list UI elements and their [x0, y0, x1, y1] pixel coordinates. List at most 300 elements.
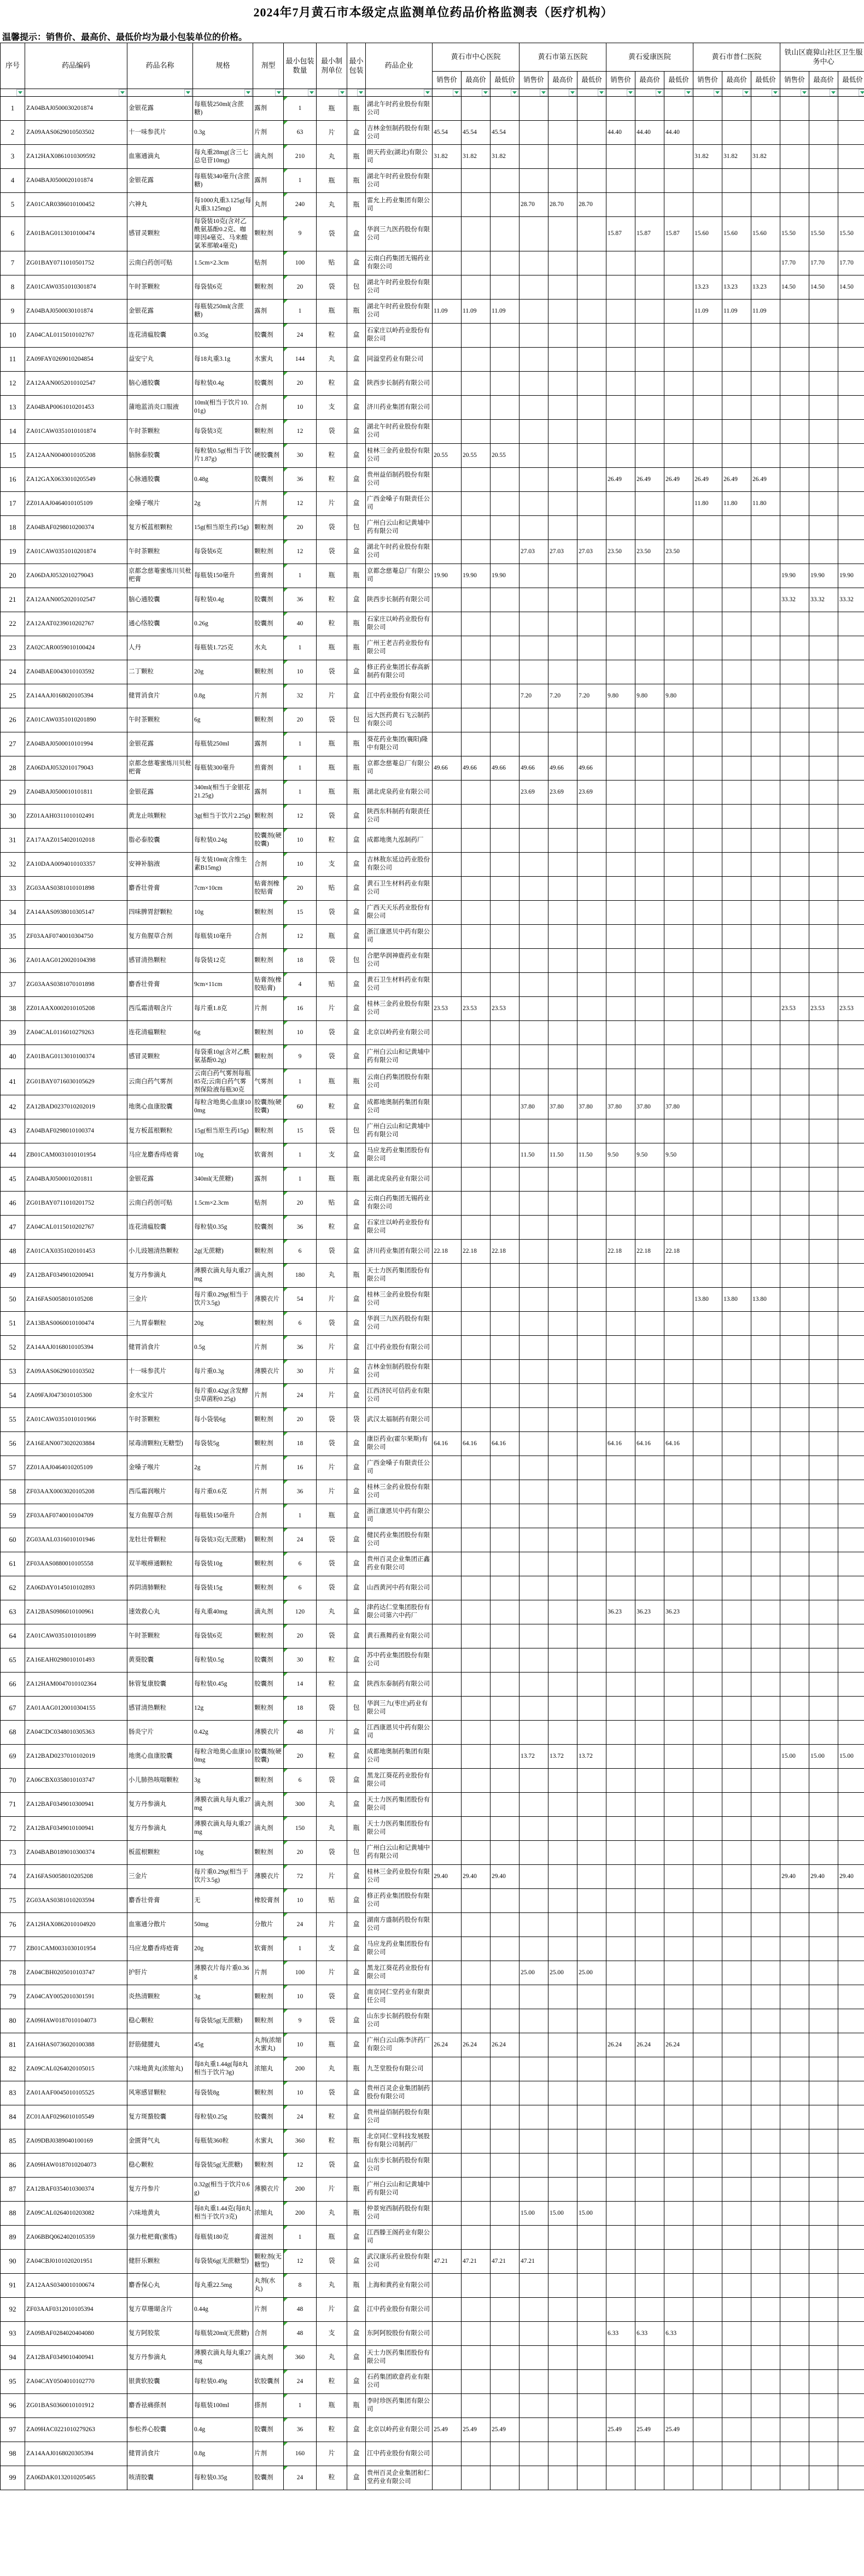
cell-price-h2-min[interactable]: 7.20 [577, 684, 606, 708]
cell-price-h2-max[interactable] [548, 828, 577, 852]
cell-price-h3-min[interactable] [664, 2057, 693, 2081]
cell-price-h4-min[interactable] [751, 1504, 780, 1528]
cell-price-h3-min[interactable] [664, 588, 693, 612]
cell-pack[interactable]: 包 [347, 275, 366, 299]
cell-price-h1-max[interactable] [462, 1359, 491, 1383]
cell-price-h4-sale[interactable] [693, 1069, 722, 1095]
cell-price-h4-sale[interactable] [693, 1816, 722, 1840]
cell-price-h1-max[interactable] [462, 347, 491, 371]
cell-price-h2-sale[interactable] [519, 443, 548, 467]
cell-form[interactable]: 颗粒剂 [253, 1045, 284, 1069]
cell-price-h2-min[interactable] [577, 2009, 606, 2033]
cell-price-h4-max[interactable] [722, 2009, 751, 2033]
cell-price-h4-min[interactable] [751, 2273, 780, 2297]
cell-seq[interactable]: 76 [1, 1912, 25, 1937]
cell-price-h2-max[interactable] [548, 1407, 577, 1431]
cell-price-h1-max[interactable] [462, 612, 491, 636]
cell-price-h5-min[interactable] [838, 193, 864, 217]
cell-seq[interactable]: 97 [1, 2417, 25, 2442]
cell-pack[interactable]: 盒 [347, 660, 366, 684]
cell-price-h5-min[interactable] [838, 299, 864, 323]
cell-price-h4-min[interactable] [751, 1961, 780, 1985]
cell-company[interactable]: 陕西步长制药有限公司 [366, 371, 433, 395]
cell-price-h2-min[interactable]: 23.69 [577, 780, 606, 804]
cell-seq[interactable]: 11 [1, 347, 25, 371]
cell-seq[interactable]: 3 [1, 145, 25, 169]
cell-company[interactable]: 江西康恩贝中药有限公司 [366, 1720, 433, 1744]
cell-price-h5-sale[interactable] [780, 828, 809, 852]
cell-spec[interactable]: 6g [193, 1020, 253, 1045]
cell-price-h5-min[interactable] [838, 2345, 864, 2369]
cell-price-h4-min[interactable]: 11.80 [751, 491, 780, 515]
cell-price-h2-max[interactable]: 28.70 [548, 193, 577, 217]
cell-price-h5-sale[interactable]: 23.53 [780, 996, 809, 1020]
cell-price-h5-min[interactable] [838, 1263, 864, 1287]
cell-price-h4-sale[interactable] [693, 732, 722, 756]
cell-code[interactable]: ZA12HAX0862010104920 [25, 1912, 127, 1937]
cell-name[interactable]: 心脉通胶囊 [127, 467, 193, 491]
cell-price-h5-sale[interactable] [780, 900, 809, 924]
cell-price-h2-min[interactable] [577, 2129, 606, 2153]
cell-price-h1-max[interactable] [462, 660, 491, 684]
cell-name[interactable]: 复方丹参滴丸 [127, 1263, 193, 1287]
cell-name[interactable]: 脑脉泰胶囊 [127, 443, 193, 467]
cell-price-h3-max[interactable]: 15.87 [635, 217, 664, 251]
cell-seq[interactable]: 99 [1, 2466, 25, 2490]
cell-price-h2-min[interactable] [577, 1020, 606, 1045]
cell-unit[interactable]: 袋 [317, 1696, 347, 1720]
cell-price-h1-sale[interactable] [433, 612, 462, 636]
cell-pack[interactable]: 盒 [347, 419, 366, 443]
cell-form[interactable]: 胶囊剂(硬胶囊) [253, 1095, 284, 1119]
cell-price-h5-sale[interactable] [780, 2297, 809, 2321]
cell-price-h4-sale[interactable] [693, 1768, 722, 1792]
cell-price-h3-min[interactable] [664, 347, 693, 371]
cell-price-h4-min[interactable] [751, 2442, 780, 2466]
cell-seq[interactable]: 77 [1, 1937, 25, 1961]
cell-price-h5-min[interactable] [838, 539, 864, 564]
cell-price-h1-max[interactable] [462, 1552, 491, 1576]
cell-price-h1-min[interactable] [491, 900, 519, 924]
cell-price-h2-min[interactable] [577, 1215, 606, 1239]
cell-name[interactable]: 健胃消食片 [127, 684, 193, 708]
cell-company[interactable]: 苏中药业集团股份有限公司 [366, 1648, 433, 1672]
cell-price-h2-sale[interactable] [519, 1840, 548, 1864]
cell-form[interactable]: 露剂 [253, 780, 284, 804]
cell-price-h2-max[interactable] [548, 1167, 577, 1191]
cell-price-h1-max[interactable] [462, 2057, 491, 2081]
cell-price-h2-sale[interactable] [519, 1528, 548, 1552]
cell-price-h3-min[interactable] [664, 2009, 693, 2033]
cell-company[interactable]: 广州白云山陈李济药厂有限公司 [366, 2033, 433, 2057]
cell-price-h4-min[interactable] [751, 1215, 780, 1239]
cell-price-h5-min[interactable] [838, 1143, 864, 1167]
cell-qty[interactable]: 10 [284, 1985, 317, 2009]
cell-price-h2-min[interactable] [577, 708, 606, 732]
cell-company[interactable]: 北京以岭药业有限公司 [366, 1020, 433, 1045]
cell-company[interactable]: 朗天药业(湖北)有限公司 [366, 145, 433, 169]
cell-price-h3-min[interactable] [664, 193, 693, 217]
cell-price-h5-min[interactable] [838, 443, 864, 467]
cell-price-h5-min[interactable] [838, 684, 864, 708]
cell-seq[interactable]: 4 [1, 169, 25, 193]
cell-price-h4-sale[interactable] [693, 1696, 722, 1720]
cell-seq[interactable]: 59 [1, 1504, 25, 1528]
cell-price-h4-sale[interactable] [693, 1431, 722, 1456]
cell-price-h1-sale[interactable]: 22.18 [433, 1239, 462, 1263]
cell-qty[interactable]: 20 [284, 1624, 317, 1648]
cell-price-h3-min[interactable]: 26.49 [664, 467, 693, 491]
cell-qty[interactable]: 20 [284, 1744, 317, 1768]
cell-pack[interactable]: 盒 [347, 443, 366, 467]
cell-pack[interactable]: 瓶 [347, 2273, 366, 2297]
cell-price-h5-min[interactable] [838, 1816, 864, 1840]
cell-price-h3-max[interactable]: 9.50 [635, 1143, 664, 1167]
cell-qty[interactable]: 1 [284, 756, 317, 780]
cell-form[interactable]: 贴剂 [253, 251, 284, 275]
cell-price-h4-max[interactable] [722, 900, 751, 924]
cell-qty[interactable]: 160 [284, 2442, 317, 2466]
cell-name[interactable]: 参松养心胶囊 [127, 2417, 193, 2442]
cell-price-h2-min[interactable] [577, 1263, 606, 1287]
cell-company[interactable]: 贵州百灵企业集团和仁堂药业有限公司 [366, 2466, 433, 2490]
cell-price-h4-min[interactable] [751, 2153, 780, 2177]
cell-price-h1-min[interactable]: 20.55 [491, 443, 519, 467]
cell-price-h2-sale[interactable] [519, 1287, 548, 1311]
cell-qty[interactable]: 40 [284, 612, 317, 636]
cell-price-h1-sale[interactable] [433, 395, 462, 419]
cell-pack[interactable]: 盒 [347, 1888, 366, 1912]
cell-price-h3-sale[interactable]: 22.18 [606, 1239, 635, 1263]
cell-price-h4-min[interactable] [751, 2081, 780, 2105]
cell-price-h1-sale[interactable] [433, 2393, 462, 2417]
cell-company[interactable]: 陕西步长制药有限公司 [366, 588, 433, 612]
cell-spec[interactable]: 每粒装0.49g [193, 2369, 253, 2393]
cell-name[interactable]: 双羊喉痹通颗粒 [127, 1552, 193, 1576]
cell-price-h5-max[interactable] [809, 660, 838, 684]
cell-price-h3-min[interactable] [664, 1287, 693, 1311]
cell-pack[interactable]: 盒 [347, 2345, 366, 2369]
cell-name[interactable]: 黄龙止咳颗粒 [127, 804, 193, 828]
cell-seq[interactable]: 65 [1, 1648, 25, 1672]
cell-code[interactable]: ZA01AAF0045010105525 [25, 2081, 127, 2105]
cell-price-h4-sale[interactable]: 15.60 [693, 217, 722, 251]
cell-name[interactable]: 金银花露 [127, 732, 193, 756]
cell-pack[interactable]: 盒 [347, 1528, 366, 1552]
cell-name[interactable]: 稳心颗粒 [127, 2009, 193, 2033]
cell-price-h4-min[interactable] [751, 1672, 780, 1696]
cell-form[interactable]: 浓缩丸 [253, 2201, 284, 2225]
cell-price-h3-min[interactable] [664, 1263, 693, 1287]
cell-price-h5-min[interactable] [838, 1672, 864, 1696]
cell-price-h5-sale[interactable] [780, 948, 809, 972]
cell-price-h4-min[interactable] [751, 2369, 780, 2393]
cell-pack[interactable]: 盒 [347, 2466, 366, 2490]
cell-price-h2-max[interactable] [548, 1383, 577, 1407]
cell-price-h1-max[interactable] [462, 1263, 491, 1287]
cell-unit[interactable]: 袋 [317, 217, 347, 251]
cell-unit[interactable]: 袋 [317, 948, 347, 972]
cell-price-h3-min[interactable] [664, 2081, 693, 2105]
cell-price-h3-max[interactable] [635, 564, 664, 588]
cell-company[interactable]: 合肥华润神鹿药业有限公司 [366, 948, 433, 972]
cell-price-h4-min[interactable] [751, 1191, 780, 1215]
cell-price-h2-min[interactable]: 13.72 [577, 1744, 606, 1768]
cell-price-h3-max[interactable] [635, 2153, 664, 2177]
cell-unit[interactable]: 袋 [317, 1239, 347, 1263]
cell-price-h1-sale[interactable] [433, 491, 462, 515]
cell-pack[interactable]: 瓶 [347, 2129, 366, 2153]
cell-price-h2-sale[interactable] [519, 1383, 548, 1407]
cell-price-h1-sale[interactable] [433, 1045, 462, 1069]
cell-price-h4-sale[interactable] [693, 193, 722, 217]
cell-company[interactable]: 广西天天乐药业股份有限公司 [366, 900, 433, 924]
cell-price-h4-sale[interactable] [693, 121, 722, 145]
cell-price-h1-sale[interactable] [433, 1069, 462, 1095]
cell-price-h1-max[interactable] [462, 395, 491, 419]
cell-qty[interactable]: 10 [284, 1888, 317, 1912]
cell-price-h1-min[interactable] [491, 1383, 519, 1407]
cell-price-h4-min[interactable] [751, 972, 780, 996]
cell-name[interactable]: 麝香壮骨膏 [127, 876, 193, 900]
cell-price-h2-min[interactable] [577, 1768, 606, 1792]
cell-price-h5-max[interactable] [809, 467, 838, 491]
cell-name[interactable]: 复方丹参滴丸 [127, 1816, 193, 1840]
cell-price-h1-sale[interactable] [433, 2057, 462, 2081]
cell-price-h4-max[interactable] [722, 2345, 751, 2369]
cell-price-h3-min[interactable] [664, 1191, 693, 1215]
cell-qty[interactable]: 1 [284, 1167, 317, 1191]
cell-price-h5-min[interactable] [838, 1961, 864, 1985]
cell-price-h1-max[interactable] [462, 1504, 491, 1528]
cell-unit[interactable]: 丸 [317, 1600, 347, 1624]
cell-price-h5-min[interactable] [838, 972, 864, 996]
cell-price-h4-min[interactable] [751, 2201, 780, 2225]
cell-qty[interactable]: 36 [284, 1215, 317, 1239]
cell-price-h1-max[interactable] [462, 1480, 491, 1504]
cell-price-h4-min[interactable] [751, 1456, 780, 1480]
cell-price-h3-sale[interactable] [606, 1045, 635, 1069]
cell-price-h5-sale[interactable] [780, 419, 809, 443]
cell-price-h2-max[interactable] [548, 996, 577, 1020]
cell-price-h3-sale[interactable]: 44.40 [606, 121, 635, 145]
cell-price-h1-max[interactable] [462, 2321, 491, 2345]
cell-price-h5-max[interactable] [809, 1696, 838, 1720]
cell-price-h5-max[interactable] [809, 1985, 838, 2009]
cell-price-h4-sale[interactable] [693, 2225, 722, 2249]
cell-price-h5-max[interactable] [809, 491, 838, 515]
cell-spec[interactable]: 每袋装5g(无蔗糖) [193, 2009, 253, 2033]
cell-name[interactable]: 感冒清热颗粒 [127, 948, 193, 972]
cell-price-h5-max[interactable] [809, 1069, 838, 1095]
cell-price-h3-max[interactable] [635, 1552, 664, 1576]
cell-pack[interactable]: 盒 [347, 467, 366, 491]
cell-price-h5-sale[interactable] [780, 2345, 809, 2369]
cell-qty[interactable]: 360 [284, 2129, 317, 2153]
cell-price-h5-max[interactable] [809, 1600, 838, 1624]
cell-price-h1-min[interactable] [491, 588, 519, 612]
cell-price-h1-min[interactable] [491, 2057, 519, 2081]
cell-price-h3-max[interactable] [635, 732, 664, 756]
cell-name[interactable]: 小儿肺热咳喘颗粒 [127, 1768, 193, 1792]
cell-price-h1-max[interactable]: 11.09 [462, 299, 491, 323]
cell-price-h1-min[interactable] [491, 515, 519, 539]
cell-price-h2-max[interactable] [548, 660, 577, 684]
cell-form[interactable]: 颗粒剂 [253, 1528, 284, 1552]
cell-price-h3-min[interactable] [664, 2442, 693, 2466]
cell-price-h1-max[interactable] [462, 1045, 491, 1069]
cell-price-h1-max[interactable]: 31.82 [462, 145, 491, 169]
cell-price-h1-min[interactable] [491, 2273, 519, 2297]
cell-price-h2-sale[interactable] [519, 708, 548, 732]
cell-form[interactable]: 薄膜衣片 [253, 1287, 284, 1311]
cell-code[interactable]: ZA12BAD0237010202019 [25, 1095, 127, 1119]
cell-unit[interactable]: 袋 [317, 900, 347, 924]
cell-qty[interactable]: 1 [284, 1937, 317, 1961]
cell-qty[interactable]: 12 [284, 804, 317, 828]
cell-code[interactable]: ZZ01AAH0311010102491 [25, 804, 127, 828]
cell-pack[interactable]: 袋 [347, 1407, 366, 1431]
cell-company[interactable]: 吉林敖东延边药业股份有限公司 [366, 852, 433, 876]
cell-code[interactable]: ZA14AAJ0168020305394 [25, 2442, 127, 2466]
cell-price-h1-sale[interactable]: 23.53 [433, 996, 462, 1020]
cell-price-h5-sale[interactable] [780, 2153, 809, 2177]
cell-price-h4-min[interactable] [751, 1985, 780, 2009]
cell-qty[interactable]: 54 [284, 1287, 317, 1311]
cell-price-h1-min[interactable] [491, 852, 519, 876]
cell-price-h4-max[interactable] [722, 1937, 751, 1961]
cell-company[interactable]: 天士力医药集团股份有限公司 [366, 2345, 433, 2369]
cell-price-h2-min[interactable] [577, 1191, 606, 1215]
cell-price-h4-max[interactable] [722, 1672, 751, 1696]
cell-price-h2-min[interactable] [577, 2442, 606, 2466]
cell-company[interactable]: 济川药业集团有限公司 [366, 1239, 433, 1263]
cell-price-h4-sale[interactable]: 13.80 [693, 1287, 722, 1311]
cell-price-h4-min[interactable] [751, 636, 780, 660]
cell-price-h1-sale[interactable] [433, 948, 462, 972]
cell-pack[interactable]: 盒 [347, 588, 366, 612]
cell-price-h3-min[interactable] [664, 1167, 693, 1191]
cell-price-h3-max[interactable]: 25.49 [635, 2417, 664, 2442]
cell-price-h2-sale[interactable] [519, 1552, 548, 1576]
cell-price-h4-sale[interactable] [693, 2297, 722, 2321]
cell-name[interactable]: 午时茶颗粒 [127, 275, 193, 299]
cell-price-h5-min[interactable] [838, 1287, 864, 1311]
cell-price-h2-max[interactable] [548, 275, 577, 299]
cell-price-h1-sale[interactable] [433, 828, 462, 852]
cell-price-h5-max[interactable] [809, 2249, 838, 2273]
cell-name[interactable]: 马应龙麝香痔疮膏 [127, 1143, 193, 1167]
cell-price-h2-sale[interactable] [519, 2009, 548, 2033]
cell-code[interactable]: ZZ01AAJ0464010205109 [25, 1456, 127, 1480]
cell-price-h3-sale[interactable] [606, 395, 635, 419]
cell-price-h5-sale[interactable] [780, 1020, 809, 1045]
cell-price-h1-sale[interactable] [433, 852, 462, 876]
cell-price-h2-sale[interactable] [519, 1456, 548, 1480]
cell-form[interactable]: 颗粒剂 [253, 1840, 284, 1864]
cell-spec[interactable]: 每片重0.42g(含发酵虫草菌粉0.25g) [193, 1383, 253, 1407]
cell-price-h5-sale[interactable] [780, 2009, 809, 2033]
cell-price-h5-max[interactable] [809, 2033, 838, 2057]
cell-name[interactable]: 小儿豉翘清热颗粒 [127, 1239, 193, 1263]
cell-price-h1-sale[interactable] [433, 419, 462, 443]
cell-price-h3-sale[interactable] [606, 1864, 635, 1888]
cell-price-h3-max[interactable] [635, 900, 664, 924]
cell-name[interactable]: 风寒感冒颗粒 [127, 2081, 193, 2105]
cell-form[interactable]: 颗粒剂 [253, 660, 284, 684]
cell-form[interactable]: 片剂 [253, 1335, 284, 1359]
cell-price-h4-min[interactable] [751, 1840, 780, 1864]
cell-seq[interactable]: 13 [1, 395, 25, 419]
cell-price-h2-max[interactable] [548, 1504, 577, 1528]
cell-price-h5-sale[interactable]: 33.32 [780, 588, 809, 612]
cell-unit[interactable]: 贴 [317, 251, 347, 275]
cell-pack[interactable]: 盒 [347, 1480, 366, 1504]
cell-price-h3-max[interactable] [635, 852, 664, 876]
cell-name[interactable]: 金银花露 [127, 169, 193, 193]
cell-seq[interactable]: 25 [1, 684, 25, 708]
cell-unit[interactable]: 袋 [317, 1311, 347, 1335]
cell-price-h4-sale[interactable] [693, 1672, 722, 1696]
cell-price-h4-min[interactable] [751, 1576, 780, 1600]
cell-qty[interactable]: 1 [284, 636, 317, 660]
cell-price-h2-max[interactable] [548, 1768, 577, 1792]
cell-code[interactable]: ZA01CAW0351010101899 [25, 1624, 127, 1648]
cell-qty[interactable]: 8 [284, 2273, 317, 2297]
cell-code[interactable]: ZG01BAY0711010201752 [25, 1191, 127, 1215]
cell-company[interactable]: 津药达仁堂集团股份有限公司第六中药厂 [366, 1600, 433, 1624]
cell-price-h1-min[interactable] [491, 2129, 519, 2153]
cell-price-h5-max[interactable] [809, 443, 838, 467]
cell-price-h3-min[interactable] [664, 1744, 693, 1768]
cell-company[interactable]: 修正药业集团股份有限公司 [366, 1888, 433, 1912]
cell-price-h1-min[interactable]: 31.82 [491, 145, 519, 169]
cell-unit[interactable]: 片 [317, 2442, 347, 2466]
cell-price-h3-min[interactable] [664, 1069, 693, 1095]
cell-price-h4-max[interactable] [722, 2201, 751, 2225]
cell-price-h2-max[interactable] [548, 251, 577, 275]
cell-price-h5-min[interactable] [838, 419, 864, 443]
cell-pack[interactable]: 盒 [347, 1937, 366, 1961]
cell-price-h4-sale[interactable] [693, 660, 722, 684]
cell-price-h5-max[interactable] [809, 1407, 838, 1431]
cell-price-h5-sale[interactable] [780, 1239, 809, 1263]
cell-price-h2-max[interactable] [548, 1720, 577, 1744]
cell-form[interactable]: 片剂 [253, 2297, 284, 2321]
cell-price-h2-min[interactable] [577, 612, 606, 636]
cell-price-h2-max[interactable] [548, 2009, 577, 2033]
cell-code[interactable]: ZA12BAS0986010100961 [25, 1600, 127, 1624]
cell-price-h1-min[interactable] [491, 1407, 519, 1431]
cell-qty[interactable]: 1 [284, 732, 317, 756]
cell-price-h1-sale[interactable] [433, 515, 462, 539]
cell-spec[interactable]: 20g [193, 660, 253, 684]
cell-price-h5-sale[interactable] [780, 1191, 809, 1215]
cell-company[interactable]: 桂林三金药业股份有限公司 [366, 443, 433, 467]
cell-seq[interactable]: 39 [1, 1020, 25, 1045]
cell-price-h4-min[interactable] [751, 660, 780, 684]
cell-price-h3-max[interactable] [635, 1624, 664, 1648]
cell-price-h4-max[interactable] [722, 2129, 751, 2153]
cell-seq[interactable]: 21 [1, 588, 25, 612]
filter-dropdown-icon[interactable] [598, 89, 605, 96]
cell-price-h1-sale[interactable] [433, 2466, 462, 2490]
cell-seq[interactable]: 32 [1, 852, 25, 876]
cell-price-h5-max[interactable] [809, 1456, 838, 1480]
cell-qty[interactable]: 48 [284, 2321, 317, 2345]
cell-price-h3-sale[interactable] [606, 1792, 635, 1816]
cell-name[interactable]: 麝香保心丸 [127, 2273, 193, 2297]
